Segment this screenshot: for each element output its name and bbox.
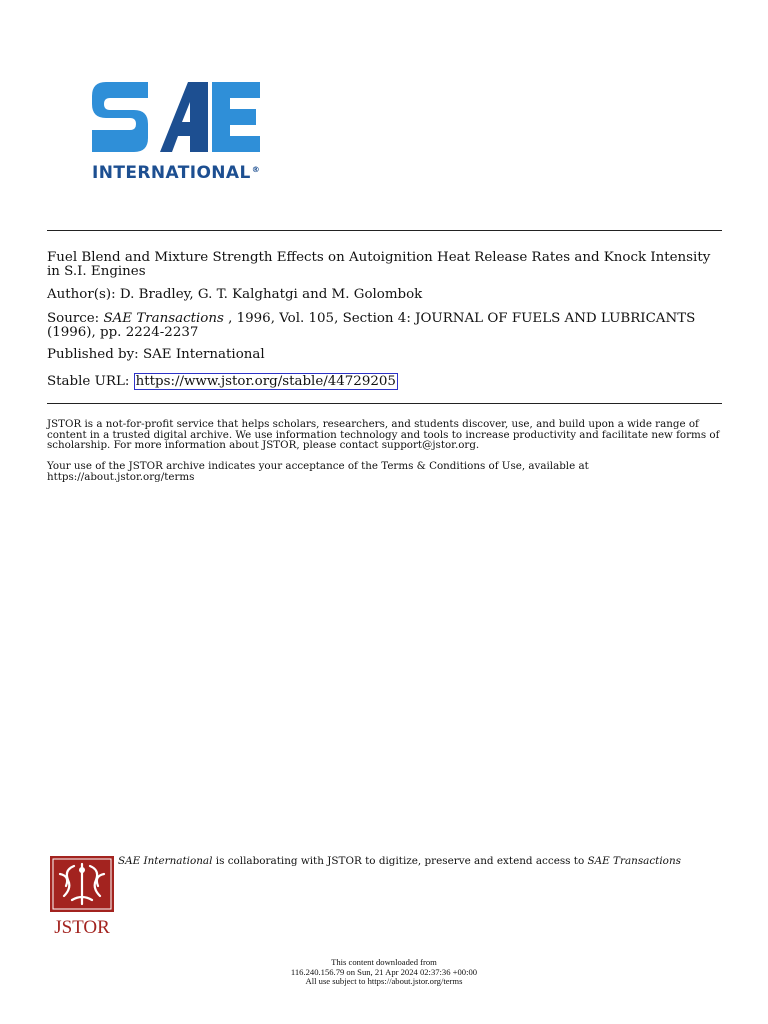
publisher-line: Published by: SAE International: [47, 347, 265, 362]
stable-url-line: Stable URL: https://www.jstor.org/stable/44729205: [47, 374, 396, 389]
footer-line-2: 116.240.156.79 on Sun, 21 Apr 2024 02:37:36 +00:00: [290, 966, 478, 977]
article-title: Fuel Blend and Mixture Strength Effects on Autoignition Heat Release Rates and Knock Intensity in S.I. Engines: [47, 250, 711, 279]
publisher: SAE International: [142, 347, 265, 362]
jstor-logo: [50, 856, 114, 936]
top-divider: [47, 230, 722, 231]
source-line: Source: SAE Transactions , 1996, Vol. 105, Section 4: JOURNAL OF FUELS AND LUBRICANTS (1996), pp. 2224-2237: [47, 311, 696, 340]
sae-logo: [90, 80, 262, 154]
jstor-notice: JSTOR is a not-for-profit service that helps scholars, researchers, and students discover, use, and build upon a wide range of content in a trusted digital archive. We use information technology and tools to increase productivity and facilitate new forms of scholarship. For more information about JSTOR, please contact support@jstor.org.: [47, 418, 720, 451]
footer-line-1: This content downloaded from: [331, 957, 437, 967]
authors-line: Author(s): D. Bradley, G. T. Kalghatgi and M. Golombok: [47, 287, 423, 302]
bottom-divider: [47, 403, 722, 404]
collaboration-note: SAE International is collaborating with JSTOR to digitize, preserve and extend access to SAE Transactions: [118, 855, 681, 867]
sae-logo-wordmark: INTERNATIONAL®: [92, 163, 261, 183]
download-footer: [0, 958, 768, 987]
terms-notice: Your use of the JSTOR archive indicates your acceptance of the Terms & Conditions of Use, available at https://about.jstor.org/terms: [47, 460, 589, 483]
svg-text:JSTOR: JSTOR: [54, 917, 110, 936]
source-journal: SAE Transactions: [103, 311, 224, 326]
footer-line-3: All use subject to https://about.jstor.org/terms: [305, 976, 463, 987]
authors: D. Bradley, G. T. Kalghatgi and M. Golombok: [119, 287, 423, 302]
stable-url-link[interactable]: https://www.jstor.org/stable/44729205: [135, 374, 396, 389]
